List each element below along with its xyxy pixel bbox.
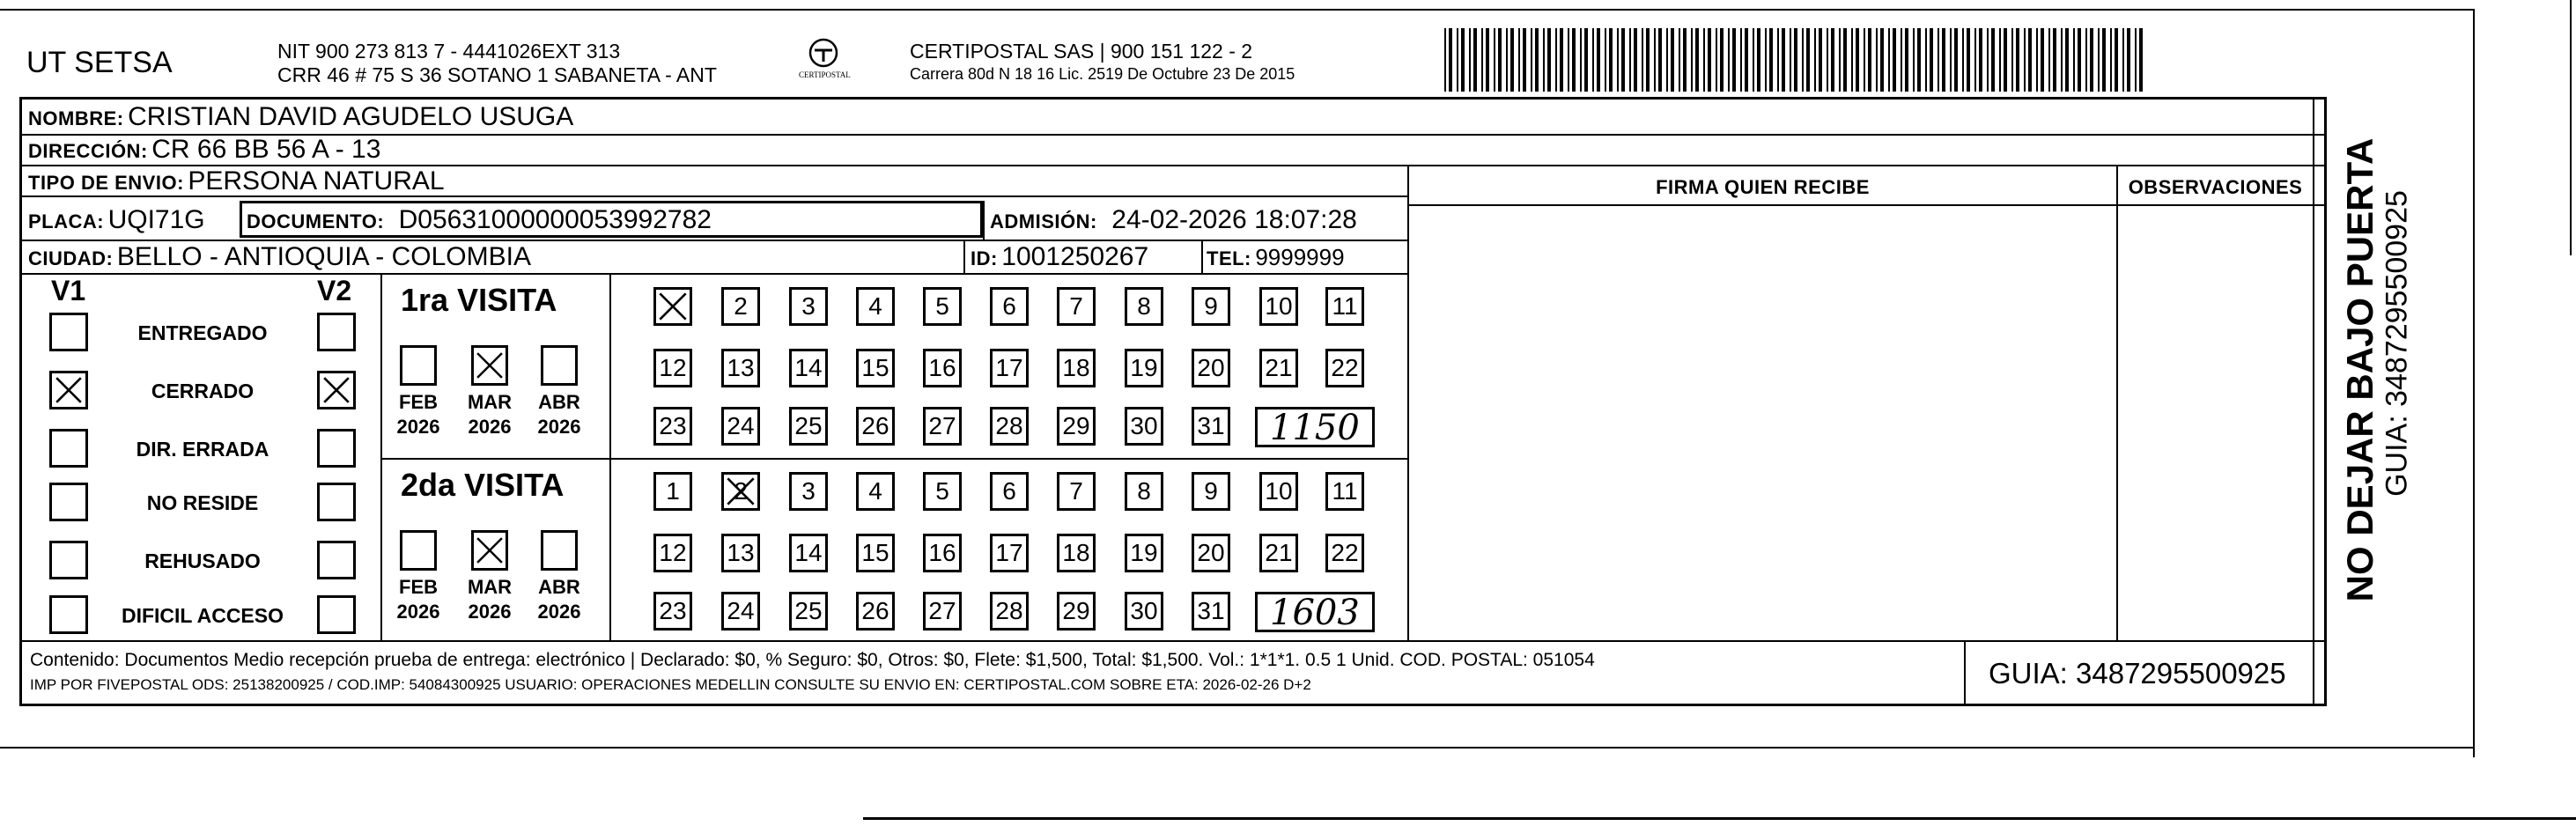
month-label: FEB 2026 bbox=[396, 576, 440, 623]
col-line bbox=[983, 201, 985, 240]
bottom-frame-line bbox=[0, 747, 2473, 749]
day-cell[interactable]: 14 bbox=[789, 534, 828, 572]
day-cell[interactable]: 13 bbox=[721, 349, 760, 387]
day-cell[interactable]: 29 bbox=[1057, 407, 1096, 446]
v1-checkbox[interactable] bbox=[49, 541, 88, 579]
day-cell[interactable]: 28 bbox=[990, 592, 1029, 631]
day-cell[interactable]: 26 bbox=[856, 407, 895, 446]
admision-field bbox=[990, 205, 1357, 235]
day-cell[interactable]: 14 bbox=[789, 349, 828, 387]
barcode bbox=[1444, 28, 2149, 92]
time-box[interactable] bbox=[1255, 407, 1375, 447]
day-cell[interactable]: 8 bbox=[1125, 472, 1163, 511]
day-cell[interactable]: 20 bbox=[1192, 349, 1230, 387]
day-cell[interactable]: 7 bbox=[1057, 472, 1096, 511]
day-cell[interactable]: 10 bbox=[1259, 472, 1298, 511]
day-cell[interactable]: 5 bbox=[923, 472, 962, 511]
v1-checkbox[interactable] bbox=[49, 483, 88, 521]
placa-label: PLACA: bbox=[28, 210, 105, 232]
day-cell[interactable]: 3 bbox=[789, 472, 828, 511]
placa-value: UQI71G bbox=[107, 205, 205, 234]
day-cell[interactable]: 16 bbox=[923, 534, 962, 572]
v2-label: V2 bbox=[317, 275, 352, 306]
day-cell[interactable]: 11 bbox=[1325, 287, 1364, 326]
id-value: 1001250267 bbox=[1001, 242, 1149, 271]
day-cell[interactable]: 6 bbox=[990, 287, 1029, 326]
time-box[interactable] bbox=[1255, 592, 1375, 632]
month-label: ABR 2026 bbox=[537, 576, 581, 623]
month-label: ABR 2026 bbox=[537, 391, 581, 438]
day-cell[interactable]: 5 bbox=[923, 287, 962, 326]
status-option-label: NO RESIDE bbox=[146, 491, 259, 514]
documento-value: D05631000000053992782 bbox=[398, 205, 712, 234]
day-cell[interactable]: 26 bbox=[856, 592, 895, 631]
visit-title: 1ra VISITA bbox=[401, 282, 557, 318]
observaciones-label: OBSERVACIONES bbox=[2128, 176, 2303, 198]
day-cell[interactable]: 15 bbox=[856, 534, 895, 572]
day-cell[interactable]: 20 bbox=[1192, 534, 1230, 572]
nombre-label: NOMBRE: bbox=[28, 107, 124, 129]
day-cell[interactable]: 11 bbox=[1325, 472, 1364, 511]
id-field bbox=[971, 242, 1148, 272]
day-cell[interactable]: 25 bbox=[789, 407, 828, 446]
handwritten-time: 1150 bbox=[1270, 408, 1360, 448]
v1-checkbox[interactable] bbox=[49, 429, 88, 468]
tel-field bbox=[1207, 244, 1345, 271]
day-cell[interactable]: 4 bbox=[856, 472, 895, 511]
day-cell[interactable]: 16 bbox=[923, 349, 962, 387]
day-cell[interactable]: 30 bbox=[1125, 407, 1163, 446]
footer-line2: IMP POR FIVEPOSTAL ODS: 25138200925 / COD.IMP: 54084300925 USUARIO: OPERACIONES MEDELLIN CONSULTE SU ENVIO EN: CERTIPOSTAL.COM SOBRE ETA: 2026-02-26 D+2 bbox=[30, 676, 1311, 693]
v1-label: V1 bbox=[51, 275, 86, 306]
status-option-label: DIFICIL ACCESO bbox=[121, 604, 284, 627]
logo-text: CERTIPOSTAL bbox=[799, 70, 851, 79]
direccion-label: DIRECCIÓN: bbox=[28, 140, 148, 162]
month-label: MAR 2026 bbox=[467, 576, 513, 623]
v2-checkbox[interactable] bbox=[317, 371, 356, 409]
day-cell[interactable]: 12 bbox=[653, 349, 692, 387]
month-checkbox[interactable] bbox=[541, 530, 578, 571]
day-cell[interactable]: 19 bbox=[1125, 349, 1163, 387]
day-cell[interactable]: 30 bbox=[1125, 592, 1163, 631]
v2-checkbox[interactable] bbox=[317, 595, 356, 634]
v1-checkbox[interactable] bbox=[49, 313, 88, 351]
visit-title: 2da VISITA bbox=[401, 467, 565, 503]
top-frame-line bbox=[0, 9, 2475, 11]
day-cell[interactable]: 10 bbox=[1259, 287, 1298, 326]
col-line bbox=[1964, 640, 1966, 706]
footer-line1: Contenido: Documentos Medio recepción prueba de entrega: electrónico | Declarado: $0, % Seguro: $0, Otros: $0, Flete: $1,500, Total: $1,500. Vol.: 1*1*1. 0.5 1 Unid. COD. POSTAL: 051054 bbox=[30, 650, 1595, 670]
day-cell[interactable]: 25 bbox=[789, 592, 828, 631]
month-checkbox[interactable] bbox=[400, 345, 437, 386]
status-option-label: CERRADO bbox=[151, 380, 255, 402]
day-cell[interactable]: 31 bbox=[1192, 592, 1230, 631]
certipostal-logo bbox=[797, 35, 850, 86]
day-cell[interactable]: 31 bbox=[1192, 407, 1230, 446]
documento-field bbox=[247, 205, 712, 235]
row-line bbox=[1409, 204, 2327, 206]
row-line bbox=[19, 640, 2327, 642]
day-cell[interactable]: 9 bbox=[1192, 287, 1230, 326]
day-cell[interactable]: 9 bbox=[1192, 472, 1230, 511]
day-cell[interactable]: 22 bbox=[1325, 534, 1364, 572]
col-line bbox=[2313, 97, 2314, 706]
day-cell[interactable]: 21 bbox=[1259, 349, 1298, 387]
status-option-label: REHUSADO bbox=[144, 549, 261, 572]
month-checkbox[interactable] bbox=[471, 530, 508, 571]
day-cell[interactable]: 7 bbox=[1057, 287, 1096, 326]
address-line: CRR 46 # 75 S 36 SOTANO 1 SABANETA - ANT bbox=[277, 63, 717, 86]
day-cell[interactable]: 15 bbox=[856, 349, 895, 387]
day-cell[interactable]: 17 bbox=[990, 534, 1029, 572]
day-cell[interactable]: 17 bbox=[990, 349, 1029, 387]
day-cell[interactable]: 12 bbox=[653, 534, 692, 572]
footer-guia: GUIA: 3487295500925 bbox=[1989, 657, 2286, 690]
col-line bbox=[1201, 240, 1203, 273]
tipo-envio-field bbox=[28, 166, 445, 196]
admision-label: ADMISIÓN: bbox=[990, 210, 1097, 232]
col-line bbox=[963, 240, 965, 273]
day-cell[interactable]: 24 bbox=[721, 592, 760, 631]
ciudad-label: CIUDAD: bbox=[28, 247, 114, 269]
day-cell[interactable]: 24 bbox=[721, 407, 760, 446]
day-cell[interactable]: 22 bbox=[1325, 349, 1364, 387]
day-cell[interactable]: 27 bbox=[923, 592, 962, 631]
month-label: MAR 2026 bbox=[467, 391, 513, 438]
company-name: UT SETSA bbox=[26, 46, 173, 79]
day-cell[interactable]: 27 bbox=[923, 407, 962, 446]
handwritten-time: 1603 bbox=[1270, 593, 1360, 633]
side-title: NO DEJAR BAJO PUERTA bbox=[2339, 137, 2380, 602]
v2-checkbox[interactable] bbox=[317, 483, 356, 521]
tipo-envio-value: PERSONA NATURAL bbox=[188, 166, 445, 195]
col-line bbox=[380, 273, 382, 640]
certipostal-line1: CERTIPOSTAL SAS | 900 151 122 - 2 bbox=[910, 40, 1253, 63]
v2-checkbox[interactable] bbox=[317, 541, 356, 579]
day-cell[interactable] bbox=[653, 287, 692, 326]
day-cell[interactable]: 1 bbox=[653, 472, 692, 511]
v1-checkbox[interactable] bbox=[49, 595, 88, 634]
day-cell[interactable]: 8 bbox=[1125, 287, 1163, 326]
day-cell[interactable]: 18 bbox=[1057, 349, 1096, 387]
right-edge-line bbox=[2570, 0, 2572, 255]
certipostal-line2: Carrera 80d N 18 16 Lic. 2519 De Octubre 23 De 2015 bbox=[910, 65, 1295, 83]
side-text-block bbox=[2325, 123, 2414, 616]
direccion-field bbox=[28, 135, 380, 165]
day-cell[interactable]: 23 bbox=[653, 407, 692, 446]
status-option-label: DIR. ERRADA bbox=[136, 438, 269, 461]
v2-checkbox[interactable] bbox=[317, 313, 356, 351]
row-line bbox=[380, 458, 1407, 460]
col-line bbox=[609, 273, 611, 640]
day-cell[interactable]: 13 bbox=[721, 534, 760, 572]
direccion-value: CR 66 BB 56 A - 13 bbox=[151, 135, 381, 164]
col-line bbox=[2116, 165, 2118, 640]
placa-field bbox=[28, 205, 205, 235]
month-checkbox[interactable] bbox=[541, 345, 578, 386]
v1-checkbox[interactable] bbox=[49, 371, 88, 409]
side-guia: GUIA: 3487295500925 bbox=[2380, 190, 2414, 497]
day-cell[interactable]: 29 bbox=[1057, 592, 1096, 631]
day-cell[interactable]: 2 bbox=[721, 287, 760, 326]
day-cell[interactable]: 23 bbox=[653, 592, 692, 631]
status-option-label: ENTREGADO bbox=[137, 321, 268, 344]
documento-label: DOCUMENTO: bbox=[247, 210, 385, 232]
ciudad-field bbox=[28, 242, 531, 272]
day-cell[interactable]: 28 bbox=[990, 407, 1029, 446]
month-checkbox[interactable] bbox=[400, 530, 437, 571]
row-line bbox=[19, 273, 1409, 275]
tel-value: 9999999 bbox=[1255, 244, 1345, 270]
bottom-tear-line bbox=[863, 817, 2576, 820]
month-label: FEB 2026 bbox=[396, 391, 440, 438]
day-cell[interactable]: 3 bbox=[789, 287, 828, 326]
day-cell[interactable]: 19 bbox=[1125, 534, 1163, 572]
col-line bbox=[1407, 165, 1409, 640]
tel-label: TEL: bbox=[1207, 247, 1251, 269]
day-cell[interactable]: 6 bbox=[990, 472, 1029, 511]
nombre-field bbox=[28, 102, 573, 132]
nombre-value: CRISTIAN DAVID AGUDELO USUGA bbox=[128, 102, 574, 131]
admision-value: 24-02-2026 18:07:28 bbox=[1111, 205, 1357, 234]
tipo-envio-label: TIPO DE ENVIO: bbox=[28, 172, 184, 194]
day-cell[interactable]: 2 bbox=[721, 472, 760, 511]
right-frame-line bbox=[2473, 9, 2475, 757]
v2-checkbox[interactable] bbox=[317, 429, 356, 468]
nit-line: NIT 900 273 813 7 - 4441026EXT 313 bbox=[277, 40, 621, 63]
day-cell[interactable]: 21 bbox=[1259, 534, 1298, 572]
firma-label: FIRMA QUIEN RECIBE bbox=[1656, 176, 1870, 198]
day-cell[interactable]: 4 bbox=[856, 287, 895, 326]
day-cell[interactable]: 18 bbox=[1057, 534, 1096, 572]
month-checkbox[interactable] bbox=[471, 345, 508, 386]
ciudad-value: BELLO - ANTIOQUIA - COLOMBIA bbox=[116, 242, 531, 271]
id-label: ID: bbox=[971, 247, 998, 269]
